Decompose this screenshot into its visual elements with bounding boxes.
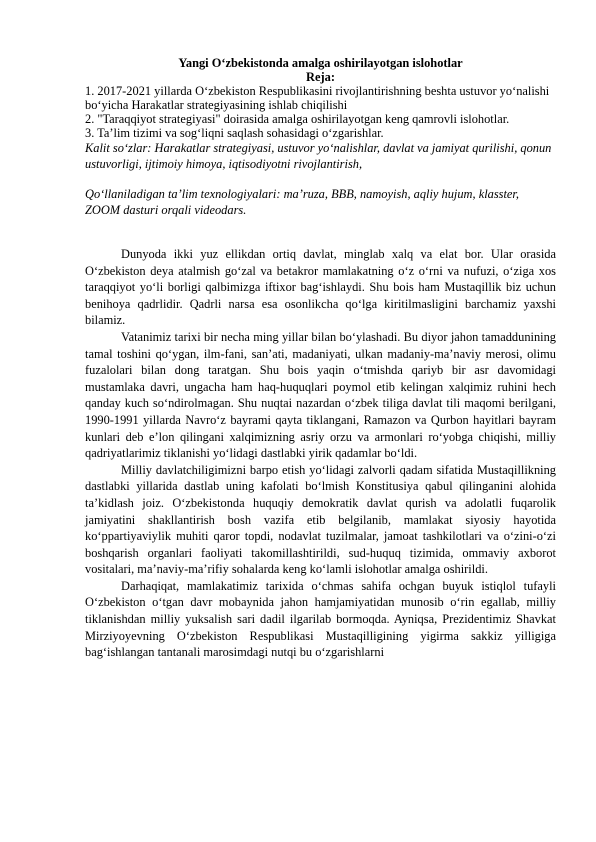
plan-item: 3. Ta’lim tizimi va sog‘liqni saqlash sohasidagi o‘zgarishlar. (85, 126, 384, 140)
paragraph: Dunyoda ikki yuz ellikdan ortiq davlat, minglab xalq va elat bor. Ular orasida O‘zbekiston deya atalmish go‘zal va betakror mamlakatning o‘z o‘rni va nufuzi, o‘ziga xos taraqqiyot yo‘li borligi qalbimizga iftixor bag‘ishlaydi. Shu bois ham Mustaqillik biz uchun benihoya qadrlidir. Qadrli narsa esa osonlikcha qo‘lga kiritilmasligini barchamiz yaxshi bilamiz. (85, 247, 556, 328)
keywords: Kalit so‘zlar: Harakatlar strategiyasi, ustuvor yo‘nalishlar, davlat va jamiyat qurilishi, qonun ustuvorligi, ijtimoiy himoya, iqtisodiyotni rivojlantirish, (85, 141, 552, 171)
teaching-technologies: Qo‘llaniladigan ta’lim texnologiyalari: ma’ruza, BBB, namoyish, aqliy hujum, klasster, ZOOM dasturi orqali videodars. (85, 187, 519, 217)
plan-item: 2. "Taraqqiyot strategiyasi" doirasida amalga oshirilayotgan keng qamrovli islohotlar. (85, 112, 510, 126)
plan-item: 1. 2017-2021 yillarda O‘zbekiston Respublikasini rivojlantirishning beshta ustuvor yo‘nalishi bo‘yicha Harakatlar strategiyasining ishlab chiqilishi (85, 84, 550, 112)
document-page (85, 56, 556, 661)
plan-heading: Reja: (306, 70, 335, 84)
paragraph: Vatanimiz tarixi bir necha ming yillar bilan bo‘ylashadi. Bu diyor jahon tamaddunining tamal toshini qo‘ygan, ilm-fani, san’ati, madaniyati, ulkan madaniy-ma’naviy merosi, olimu fuzalolari bilan dong taratgan. Shu bois yaqin o‘tmishda qariyb bir asr davomidagi mustamlaka davri, ungacha ham haq-huquqlari poymol etib kelingan xalqimiz ruhini hech qanday kuch so‘ndirolmagan. Shu nuqtai nazardan o‘zbek tiliga davlat tili maqomi berilgani, 1990-1991 yillarda Navro‘z bayrami qayta tiklangani, Ramazon va Qurbon hayitlari bayram kunlari deb e’lon qilingani xalqimizning asriy orzu va armonlari ro‘yobga chiqishi, milliy qadriyatlarimiz tiklanishi yo‘lidagi dastlabki yirik qadamlar bo‘ldi. (85, 329, 556, 461)
plan-list (85, 84, 556, 140)
paragraph: Milliy davlatchiligimizni barpo etish yo‘lidagi zalvorli qadam sifatida Mustaqillikning dastlabki yillarida dastlab uning kafolati bo‘lmish Konstitusiya qabul qilinganini alohida ta’kidlash joiz. O‘zbekistonda huquqiy demokratik davlat qurish va adolatli fuqarolik jamiyatini shakllantirish bosh vazifa etib belgilanib, mamlakat siyosiy hayotida ko‘ppartiyaviylik muhiti qaror topdi, nodavlat tuzilmalar, jamoat tashkilotlari va o‘zini-o‘zi boshqarish organlari faoliyati takomillashtirildi, sud-huquq tizimida, ommaviy axborot vositalari, ma’naviy-ma’rifiy sohalarda keng ko‘lamli islohotlar amalga oshirildi. (85, 462, 556, 577)
document-title: Yangi O‘zbekistonda amalga oshirilayotgan islohotlar (178, 56, 463, 70)
body-text (85, 246, 556, 661)
paragraph: Darhaqiqat, mamlakatimiz tarixida o‘chmas sahifa ochgan buyuk istiqlol tufayli O‘zbekiston o‘tgan davr mobaynida jahon hamjamiyatidan munosib o‘rin egallab, milliy tiklanishdan milliy yuksalish sari dadil ilgarilab bormoqda. Ayniqsa, Prezidentimiz Shavkat Mirziyoyevning O‘zbekiston Respublikasi Mustaqilligining yigirma sakkiz yilligiga bag‘ishlangan tantanali marosimdagi nutqi bu o‘zgarishlarni (85, 578, 556, 660)
